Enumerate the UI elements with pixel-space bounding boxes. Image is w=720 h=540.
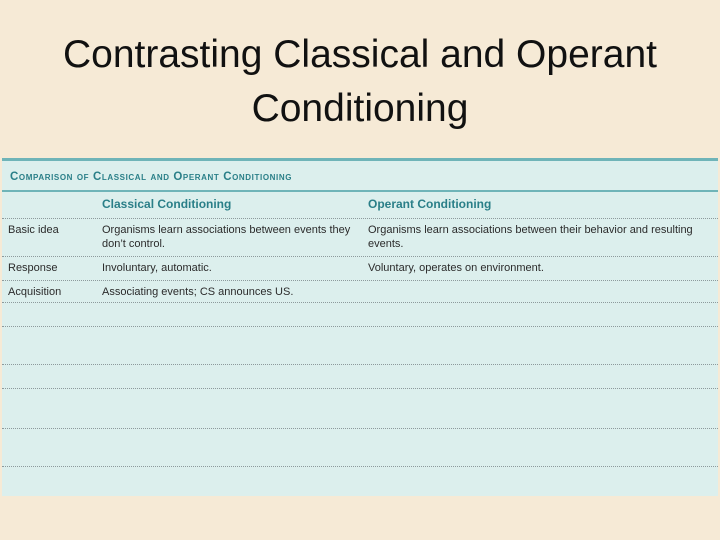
row-divider xyxy=(2,326,718,327)
row-divider xyxy=(2,428,718,429)
classical-cell: Organisms learn associations between events they don’t control. xyxy=(102,224,351,250)
comparison-table xyxy=(2,158,718,496)
table-row xyxy=(2,218,718,254)
classical-cell: Associating events; CS announces US. xyxy=(102,286,294,298)
row-divider xyxy=(2,364,718,365)
row-divider xyxy=(2,466,718,467)
row-label: Acquisition xyxy=(8,286,62,298)
column-header-operant: Operant Conditioning xyxy=(368,197,492,211)
table-row xyxy=(2,256,718,280)
row-divider xyxy=(2,302,718,303)
row-divider xyxy=(2,388,718,389)
table-row xyxy=(2,280,718,304)
operant-cell: Organisms learn associations between their behavior and resulting events. xyxy=(368,224,693,250)
classical-cell: Involuntary, automatic. xyxy=(102,262,212,274)
operant-cell: Voluntary, operates on environment. xyxy=(368,262,544,274)
row-label: Response xyxy=(8,262,58,274)
row-label: Basic idea xyxy=(8,224,59,236)
slide-title: Contrasting Classical and Operant Conditioning xyxy=(63,33,657,130)
table-heading: Comparison of Classical and Operant Conditioning xyxy=(10,171,293,183)
column-header-classical: Classical Conditioning xyxy=(102,197,232,211)
heading-divider xyxy=(2,190,718,192)
